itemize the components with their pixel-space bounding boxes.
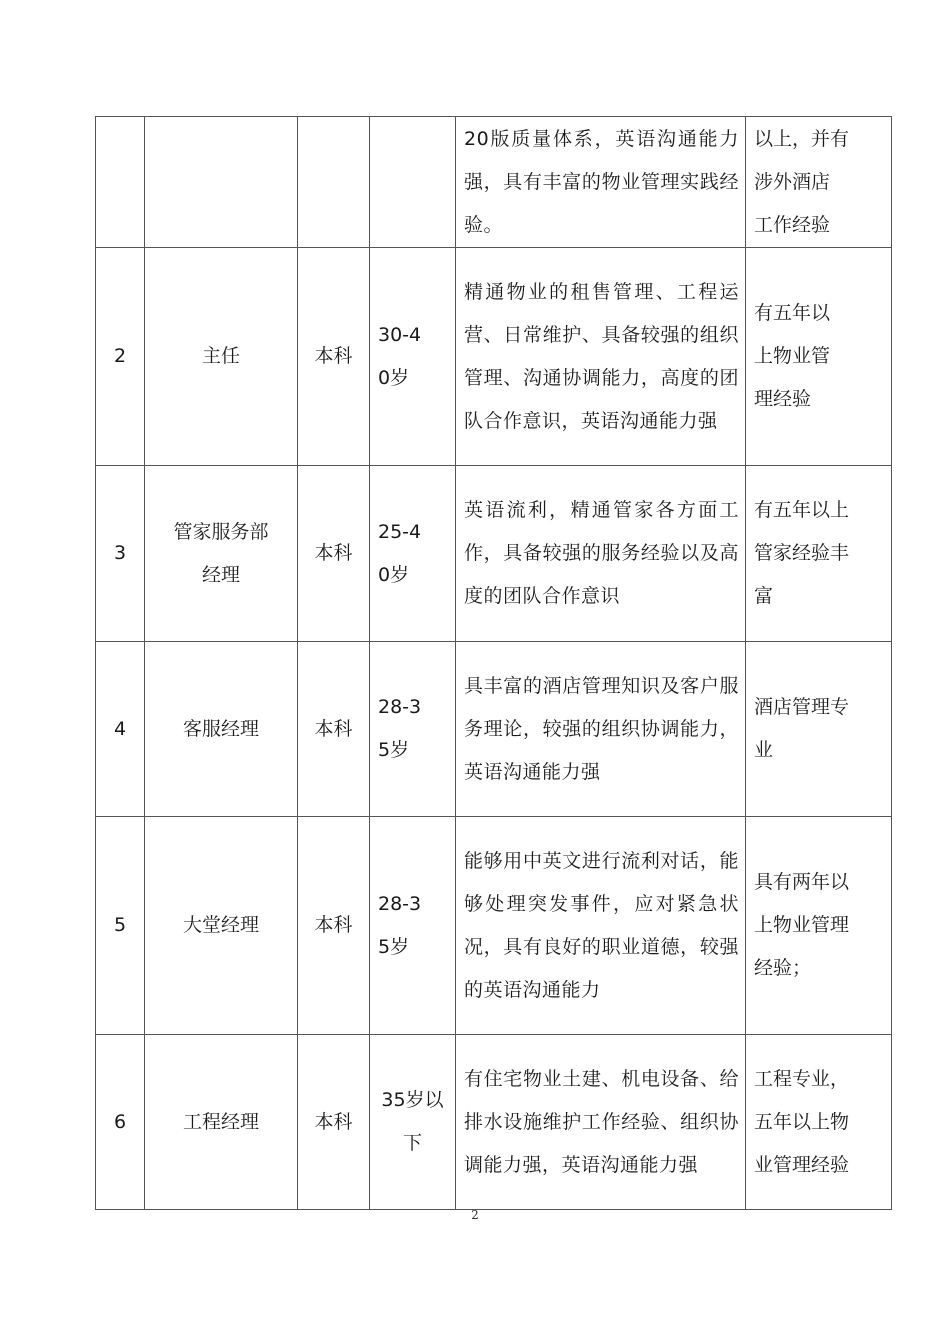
requirements-cell: 能够用中英文进行流利对话，能够处理突发事件，应对紧急状况，具有良好的职业道德，较强的英语沟通能力	[456, 817, 746, 1035]
row-number-cell	[96, 117, 145, 248]
row-number-cell: 2	[96, 248, 145, 466]
position-cell: 管家服务部 经理	[145, 466, 298, 642]
education-cell: 本科	[298, 466, 370, 642]
experience-cell: 以上，并有 涉外酒店 工作经验	[746, 117, 892, 248]
staff-requirements-table	[95, 116, 892, 1210]
position-cell	[145, 117, 298, 248]
requirements-cell: 有住宅物业土建、机电设备、给排水设施维护工作经验、组织协调能力强，英语沟通能力强	[456, 1035, 746, 1210]
row-number-cell: 6	[96, 1035, 145, 1210]
education-cell: 本科	[298, 1035, 370, 1210]
position-cell: 主任	[145, 248, 298, 466]
experience-cell: 有五年以上 管家经验丰 富	[746, 466, 892, 642]
position-cell: 客服经理	[145, 642, 298, 817]
age-cell: 30-4 0岁	[370, 248, 456, 466]
age-cell: 25-4 0岁	[370, 466, 456, 642]
requirements-cell: 20版质量体系，英语沟通能力强，具有丰富的物业管理实践经验。	[456, 117, 746, 248]
experience-cell: 酒店管理专 业	[746, 642, 892, 817]
row-number-cell: 5	[96, 817, 145, 1035]
table-row	[96, 1035, 892, 1210]
requirements-cell: 具丰富的酒店管理知识及客户服务理论，较强的组织协调能力，英语沟通能力强	[456, 642, 746, 817]
education-cell: 本科	[298, 248, 370, 466]
row-number-cell: 3	[96, 466, 145, 642]
age-cell	[370, 117, 456, 248]
age-cell: 28-3 5岁	[370, 642, 456, 817]
experience-cell: 工程专业， 五年以上物 业管理经验	[746, 1035, 892, 1210]
table-row	[96, 248, 892, 466]
experience-cell: 有五年以 上物业管 理经验	[746, 248, 892, 466]
age-cell: 28-3 5岁	[370, 817, 456, 1035]
table-row	[96, 817, 892, 1035]
page-number: 2	[471, 1208, 479, 1222]
education-cell	[298, 117, 370, 248]
education-cell: 本科	[298, 817, 370, 1035]
position-cell: 工程经理	[145, 1035, 298, 1210]
position-cell: 大堂经理	[145, 817, 298, 1035]
table-row	[96, 642, 892, 817]
requirements-cell: 精通物业的租售管理、工程运营、日常维护、具备较强的组织管理、沟通协调能力，高度的团队合作意识，英语沟通能力强	[456, 248, 746, 466]
table-row	[96, 117, 892, 248]
row-number-cell: 4	[96, 642, 145, 817]
experience-cell: 具有两年以 上物业管理 经验；	[746, 817, 892, 1035]
table-row	[96, 466, 892, 642]
requirements-cell: 英语流利，精通管家各方面工作，具备较强的服务经验以及高度的团队合作意识	[456, 466, 746, 642]
education-cell: 本科	[298, 642, 370, 817]
age-cell: 35岁以 下	[370, 1035, 456, 1210]
